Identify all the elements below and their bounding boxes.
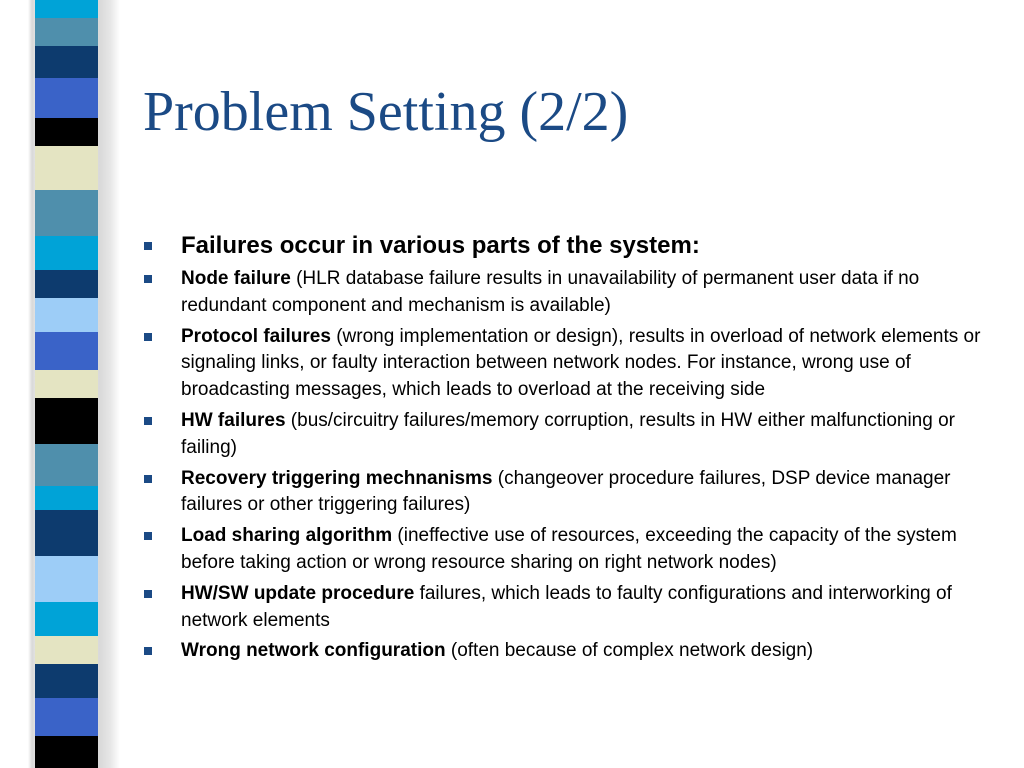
stripe-bar xyxy=(35,602,98,636)
stripe-bars xyxy=(35,0,98,768)
stripe-bar xyxy=(35,510,98,556)
bullet-text: (bus/circuitry failures/memory corruption, results in HW either malfunctioning or failing) xyxy=(181,409,955,458)
bullet-text: (often because of complex network design) xyxy=(445,640,814,662)
stripe-bar xyxy=(35,78,98,118)
bullet-text: (ineffective use of resources, exceeding the capacity of the system before taking action or wrong resource sharing on right network nodes) xyxy=(181,525,957,573)
lead-text: Failures occur in various parts of the system: xyxy=(181,232,700,259)
stripe-bar xyxy=(35,736,98,768)
bullet-term: Load sharing algorithm xyxy=(181,525,393,547)
stripe-bar xyxy=(35,444,98,486)
stripe-bar xyxy=(35,636,98,664)
bullet-text: (changeover procedure failures, DSP device manager failures or other triggering failures) xyxy=(181,467,951,516)
bullet-list xyxy=(140,232,1000,669)
stripe-bar xyxy=(35,236,98,270)
stripe-bar xyxy=(35,370,98,398)
square-bullet-icon xyxy=(144,475,152,483)
list-item xyxy=(140,324,1000,404)
stripe-bar xyxy=(35,298,98,332)
square-bullet-icon xyxy=(144,242,152,250)
list-item xyxy=(140,408,1000,462)
stripe-bar xyxy=(35,46,98,78)
square-bullet-icon xyxy=(144,417,152,425)
list-item xyxy=(140,523,1000,577)
square-bullet-icon xyxy=(144,647,152,655)
stripe-bar xyxy=(35,18,98,46)
list-item xyxy=(140,266,1000,320)
bullet-term: Protocol failures xyxy=(181,325,331,347)
square-bullet-icon xyxy=(144,333,152,341)
bullet-text: (wrong implementation or design), results in overload of network elements or signaling links, or faulty interaction between network nodes. For instance, wrong use of broadcasting messages, which leads to overload at the receiving side xyxy=(181,325,981,401)
slide-title: Problem Setting (2/2) xyxy=(143,81,629,143)
square-bullet-icon xyxy=(144,590,152,598)
bullet-term: HW/SW update procedure xyxy=(181,582,415,604)
stripe-bar xyxy=(35,486,98,510)
stripe-bar xyxy=(35,118,98,146)
list-item xyxy=(140,581,1000,635)
list-item xyxy=(140,466,1000,520)
stripe-bar xyxy=(35,398,98,444)
bullet-text: failures, which leads to faulty configurations and interworking of network elements xyxy=(181,582,952,631)
stripe-bar xyxy=(35,556,98,602)
bullet-term: Node failure xyxy=(181,268,291,289)
decorative-stripe xyxy=(0,0,120,768)
square-bullet-icon xyxy=(144,275,152,283)
stripe-bar xyxy=(35,146,98,190)
stripe-bar xyxy=(35,0,98,18)
stripe-bar xyxy=(35,664,98,698)
stripe-bar xyxy=(35,332,98,370)
stripe-bar xyxy=(35,698,98,736)
stripe-bar xyxy=(35,190,98,236)
square-bullet-icon xyxy=(144,532,152,540)
bullet-text: (HLR database failure results in unavailability of permanent user data if no redundant component and mechanism is available) xyxy=(181,268,920,316)
bullet-term: Wrong network configuration xyxy=(181,640,446,662)
lead-bullet xyxy=(140,232,1000,260)
list-item xyxy=(140,638,1000,665)
bullet-term: HW failures xyxy=(181,409,286,431)
bullet-term: Recovery triggering mechnanisms xyxy=(181,467,493,489)
stripe-bar xyxy=(35,270,98,298)
